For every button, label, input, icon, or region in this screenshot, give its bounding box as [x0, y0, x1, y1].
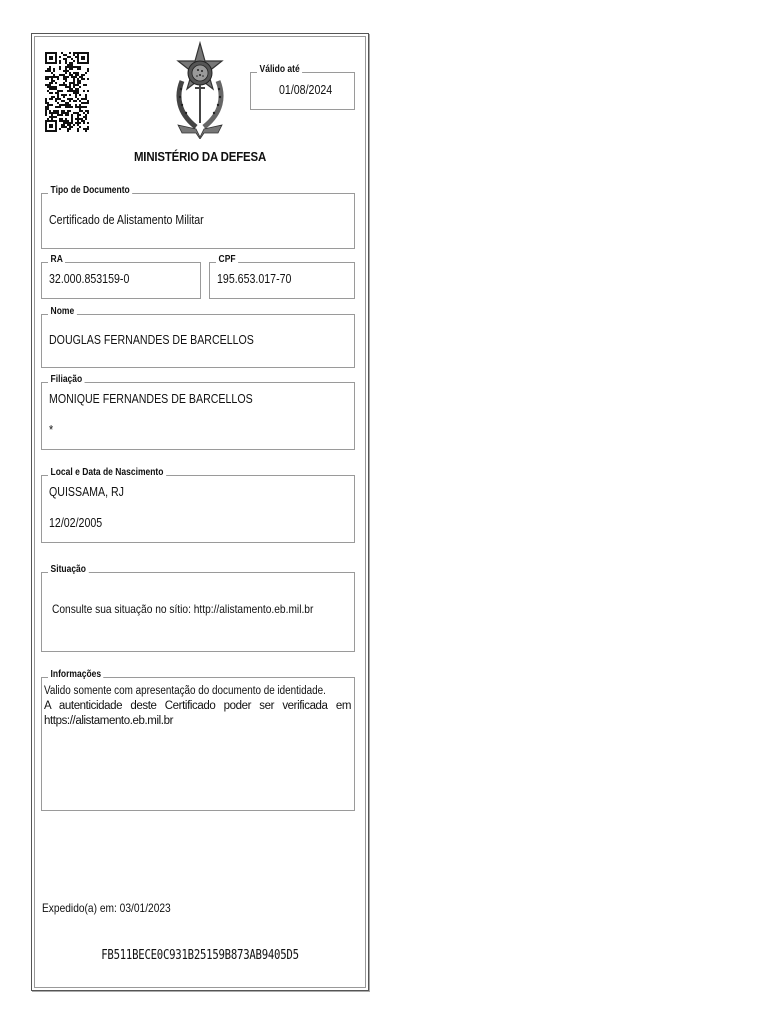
- issued-value: 03/01/2023: [119, 901, 171, 915]
- filiation-label: Filiação: [48, 374, 85, 385]
- ra-label: RA: [48, 254, 65, 265]
- cpf-label: CPF: [216, 254, 238, 265]
- ministry-title: MINISTÉRIO DA DEFESA: [133, 149, 267, 164]
- valid-until-label: Válido até: [257, 64, 302, 75]
- situation-text: Consulte sua situação no sítio: http://alistamento.eb.mil.br: [52, 602, 314, 616]
- situation-box: [41, 564, 355, 652]
- information-line2: A autenticidade deste Certificado poder ser verificada em https://alistamento.eb.mil.br: [44, 700, 351, 727]
- document-type-value: Certificado de Alistamento Militar: [49, 213, 204, 227]
- information-text: [44, 684, 351, 729]
- valid-until-box: [250, 64, 355, 110]
- filiation-line1: MONIQUE FERNANDES DE BARCELLOS: [49, 392, 253, 406]
- birth-box: [41, 467, 355, 543]
- information-label: Informações: [48, 669, 104, 680]
- issued-line: [42, 901, 171, 915]
- cpf-box: [209, 254, 355, 299]
- valid-until-value: 01/08/2024: [279, 83, 333, 97]
- cpf-value: 195.653.017-70: [217, 272, 292, 286]
- ra-value: 32.000.853159-0: [49, 272, 130, 286]
- information-line1: Valido somente com apresentação do documento de identidade.: [44, 685, 326, 697]
- ra-box: [41, 254, 201, 299]
- verification-hash: FB511BECE0C931B25159B873AB9405D5: [101, 948, 299, 963]
- birth-place: QUISSAMA, RJ: [49, 485, 124, 499]
- filiation-line2: *: [49, 423, 54, 437]
- qr-code-icon: [45, 52, 89, 132]
- coat-of-arms-icon: [174, 41, 226, 139]
- birth-label: Local e Data de Nascimento: [48, 467, 166, 478]
- document-type-box: [41, 185, 355, 249]
- name-label: Nome: [48, 306, 77, 317]
- filiation-box: [41, 374, 355, 450]
- situation-label: Situação: [48, 564, 89, 575]
- issued-label: Expedido(a) em:: [42, 901, 117, 915]
- name-box: [41, 306, 355, 368]
- name-value: DOUGLAS FERNANDES DE BARCELLOS: [49, 333, 254, 347]
- document-type-label: Tipo de Documento: [48, 185, 132, 196]
- birth-date: 12/02/2005: [49, 516, 103, 530]
